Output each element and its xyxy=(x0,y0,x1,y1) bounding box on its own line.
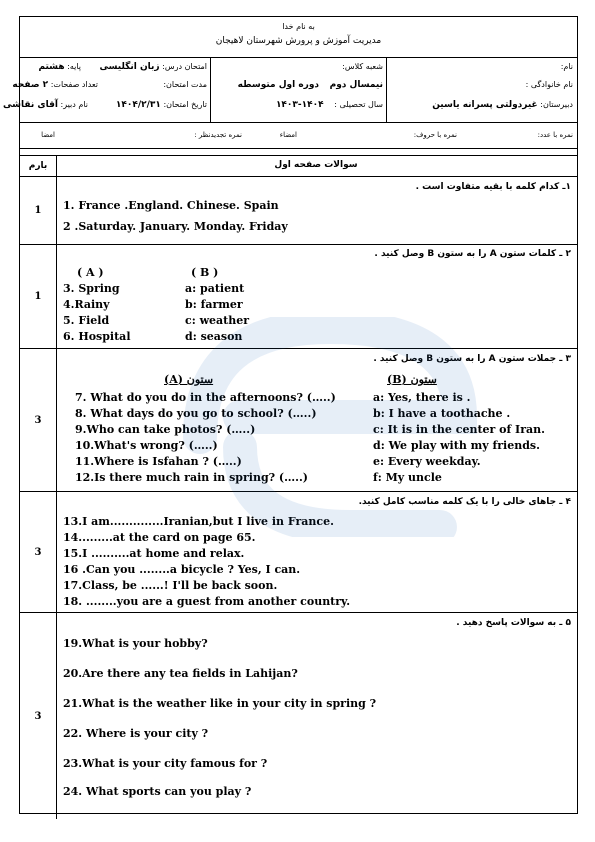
question-mark: 3 xyxy=(20,613,57,819)
question-title: ۵ ـ به سوالات پاسخ دهید . xyxy=(456,618,571,628)
column-b-item: c: It is in the center of Iran. xyxy=(373,423,545,436)
question-line: 21.What is the weather like in your city in spring ? xyxy=(63,697,377,710)
question-5 xyxy=(20,613,577,819)
question-line: 17.Class, be ......! I'll be back soon. xyxy=(63,579,278,592)
pages-label: تعداد صفحات: xyxy=(50,80,98,89)
questions-table-header xyxy=(20,156,577,177)
column-b-item: d: season xyxy=(185,330,243,343)
column-b-header: ( B ) xyxy=(191,266,219,279)
column-a-item: 6. Hospital xyxy=(63,330,131,343)
basmala: به نام خدا xyxy=(282,22,315,31)
questions-list xyxy=(20,177,577,819)
question-title: ۱ـ کدام کلمه با بقیه متفاوت است . xyxy=(415,182,571,192)
page-questions-title: سوالات صفحه اول xyxy=(274,160,358,170)
student-info-block xyxy=(3,58,577,123)
question-line: 1. France .England. Chinese. Spain xyxy=(63,199,279,212)
student-column xyxy=(386,58,577,122)
score-reviewed-label: نمره تجدیدنظر : xyxy=(194,131,242,139)
name-label: نام: xyxy=(560,62,573,71)
question-line: 14.........at the card on page 65. xyxy=(63,531,256,544)
column-b-item: b: farmer xyxy=(185,298,243,311)
mark-column-header: بارم xyxy=(20,156,57,176)
pages-row xyxy=(12,80,98,90)
year-row xyxy=(215,100,383,110)
scores-row xyxy=(20,123,577,149)
column-b-item: a: patient xyxy=(185,282,245,295)
question-title: ۴ ـ جاهای خالی را با یک کلمه مناسب کامل کنید. xyxy=(358,497,571,507)
question-line: 22. Where is your city ? xyxy=(63,727,209,740)
column-a-header: ستون (A) xyxy=(164,373,214,386)
course-value: دوره اول متوسطه xyxy=(237,80,320,90)
class-label: شعبه کلاس: xyxy=(342,62,383,71)
question-mark: 1 xyxy=(20,245,57,348)
school-value: غیردولتی پسرانه یاسین xyxy=(432,100,538,110)
question-line: 13.I am..............Iranian,but I live in France. xyxy=(63,515,334,528)
date-label: تاریخ امتحان: xyxy=(163,100,207,109)
question-line: 16 .Can you ........a bicycle ? Yes, I can. xyxy=(63,563,301,576)
question-line: 23.What is your city famous for ? xyxy=(63,757,268,770)
question-mark: 3 xyxy=(20,349,57,491)
score-digits-label: نمره با عدد: xyxy=(537,131,573,139)
column-b-item: b: I have a toothache . xyxy=(373,407,511,420)
year-label: سال تحصیلی : xyxy=(334,100,383,109)
subject-label: امتحان درس: xyxy=(162,62,207,71)
column-b-header: ستون (B) xyxy=(387,373,437,386)
teacher-signature-label: امضاء xyxy=(279,131,297,139)
school-row xyxy=(391,100,573,110)
column-a-item: 11.Where is Isfahan ? (…..) xyxy=(75,455,242,468)
pages-value: ۲ صفحه xyxy=(12,80,49,90)
question-title: ۳ ـ جملات ستون A را به ستون B وصل کنید . xyxy=(373,354,571,364)
term-value: نیمسال دوم xyxy=(329,80,383,90)
question-mark: 1 xyxy=(20,177,57,244)
question-line: 19.What is your hobby? xyxy=(63,637,208,650)
question-3 xyxy=(20,349,577,492)
column-b-item: e: Every weekday. xyxy=(373,455,481,468)
question-line: 20.Are there any tea fields in Lahijan? xyxy=(63,667,298,680)
question-2 xyxy=(20,245,577,349)
column-a-item: 3. Spring xyxy=(63,282,120,295)
question-mark: 3 xyxy=(20,492,57,612)
spacer xyxy=(20,149,577,156)
subject-value: زبان انگلیسی xyxy=(99,62,160,72)
grade-value: هشتم xyxy=(38,62,65,72)
column-a-item: 9.Who can take photos? (…..) xyxy=(75,423,256,436)
question-1 xyxy=(20,177,577,245)
teacher-value: آقای نقاشی xyxy=(3,100,58,110)
teacher-label: نام دبیر: xyxy=(60,100,88,109)
exam-column xyxy=(3,58,211,122)
reviewer-signature-label: امضا xyxy=(41,131,55,139)
score-letters-label: نمره با حروف: xyxy=(413,131,457,139)
grade-row xyxy=(22,62,81,72)
family-label: نام خانوادگی : xyxy=(525,80,573,89)
question-line: 15.I ..........at home and relax. xyxy=(63,547,245,560)
sheet-header xyxy=(20,17,577,58)
school-label: دبیرستان: xyxy=(540,100,573,109)
teacher-row xyxy=(3,100,88,110)
column-a-item: 10.What's wrong? (…..) xyxy=(75,439,218,452)
question-4 xyxy=(20,492,577,613)
question-line: 18. ........you are a guest from another country. xyxy=(63,595,351,608)
question-line: 24. What sports can you play ? xyxy=(63,785,252,798)
exam-sheet xyxy=(3,16,578,814)
column-a-item: 5. Field xyxy=(63,314,110,327)
column-a-item: 7. What do you do in the afternoons? (…..) xyxy=(75,391,336,404)
column-a-item: 8. What days do you go to school? (…..) xyxy=(75,407,317,420)
column-a-item: 4.Rainy xyxy=(63,298,110,311)
column-b-item: f: My uncle xyxy=(373,471,442,484)
year-value: ۱۴۰۴-۱۴۰۳ xyxy=(275,100,324,110)
column-b-item: a: Yes, there is . xyxy=(373,391,471,404)
grade-label: پایه: xyxy=(67,62,81,71)
question-title: ۲ ـ کلمات ستون A را به ستون B وصل کنید . xyxy=(374,249,571,259)
course-column xyxy=(210,58,387,122)
term-row xyxy=(215,80,383,90)
question-line: 2 .Saturday. January. Monday. Friday xyxy=(63,220,288,233)
column-b-item: d: We play with my friends. xyxy=(373,439,540,452)
date-value: ۱۴۰۴/۲/۳۱ xyxy=(115,100,161,110)
column-a-header: ( A ) xyxy=(77,266,104,279)
column-a-item: 12.Is there much rain in spring? (…..) xyxy=(75,471,308,484)
duration-label: مدت امتحان: xyxy=(163,80,207,89)
organization-name: مدیریت آموزش و پرورش شهرستان لاهیجان xyxy=(215,36,382,46)
column-b-item: c: weather xyxy=(185,314,250,327)
